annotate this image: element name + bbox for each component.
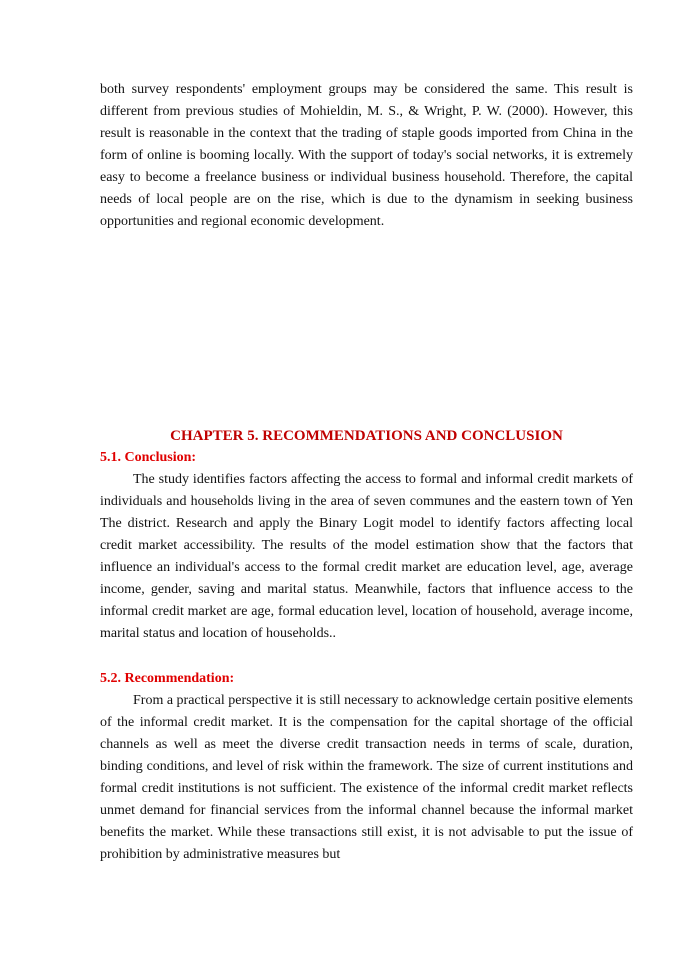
chapter-heading: CHAPTER 5. RECOMMENDATIONS AND CONCLUSION <box>170 428 563 444</box>
conclusion-paragraph: The study identifies factors affecting the access to formal and informal credit markets of individuals and households living in the area of seven communes and the eastern town of Yen The district. Research and apply the Binary Logit model to identify factors affecting local credit market accessibility. The results of the model estimation show that the factors that influence an individual's access to the formal credit market are education level, age, average income, gender, saving and marital status. Meanwhile, factors that influence access to the informal credit market are age, formal education level, location of household, average income, marital status and location of households.. <box>100 472 633 641</box>
section-heading-conclusion: 5.1. Conclusion: <box>100 450 197 465</box>
intro-paragraph: both survey respondents' employment groups may be considered the same. This result is different from previous studies of Mohieldin, M. S., & Wright, P. W. (2000). However, this result is reasonable in the context that the trading of staple goods imported from China in the form of online is booming locally. With the support of today's social networks, it is extremely easy to become a freelance business or individual business household. Therefore, the capital needs of local people are on the rise, which is due to the dynamism in seeking business opportunities and regional economic development. <box>100 82 633 229</box>
recommendation-paragraph: From a practical perspective it is still necessary to acknowledge certain positive elements of the informal credit market. It is the compensation for the capital shortage of the official channels as well as meet the diverse credit transaction needs in terms of scale, duration, binding conditions, and level of risk within the framework. The size of current institutions and formal credit institutions is not sufficient. The existence of the informal credit market reflects unmet demand for financial services from the informal channel because the informal market benefits the market. While these transactions still exist, it is not advisable to put the issue of prohibition by administrative measures but <box>100 693 633 862</box>
section-heading-recommendation: 5.2. Recommendation: <box>100 671 235 686</box>
